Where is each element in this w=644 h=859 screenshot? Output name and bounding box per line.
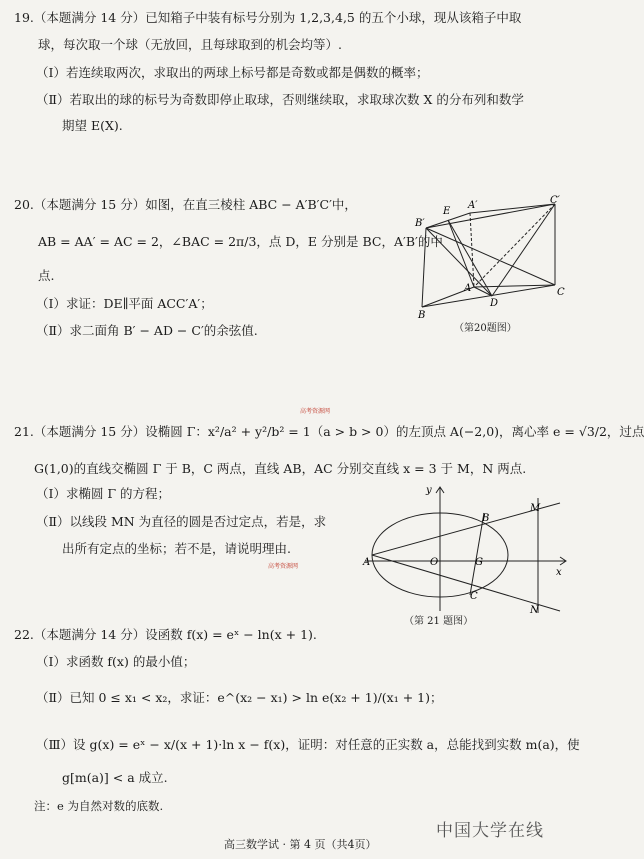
edge-bp-b [422,228,426,307]
prism-figure [412,192,572,332]
label-aprime: A′ [468,200,478,211]
q20-line-3: 点. [38,268,55,283]
q22-part-2: （Ⅱ）已知 0 ≤ x₁ < x₂，求证：e^(x₂ − x₁) > ln e(x₂ + 1)/(x₁ + 1)； [36,690,443,705]
label-y: y [426,485,432,496]
label-m: M [530,503,541,514]
q22-line-1: 22.（本题满分 14 分）设函数 f(x) = eˣ − ln(x + 1). [14,627,317,642]
q21-line-2: G(1,0)的直线交椭圆 Γ 于 B，C 两点，直线 AB，AC 分别交直线 x = 3 于 M，N 两点. [34,461,527,476]
label-c: C [470,591,478,602]
label-b: B [482,513,490,524]
edge-b-c [422,285,555,307]
label-bprime: B′ [415,218,425,229]
label-cprime: C′ [550,195,560,206]
label-n: N [530,605,539,616]
line-bc [470,513,484,595]
q21-part-2a: （Ⅱ）以线段 MN 为直径的圆是否过定点，若是，求 [36,514,327,529]
edge-bp-c [426,228,555,285]
q20-line-2: AB = AA′ = AC = 2，∠BAC = 2π/3，点 D，E 分别是 BC，A′B′的中 [38,234,443,249]
label-o: O [430,557,439,568]
site-watermark-1: 高考资源网 [300,408,331,415]
q21-part-2b: 出所有定点的坐标；若不是，请说明理由. [62,541,291,556]
label-x: x [556,567,562,578]
q19-part-2a: （Ⅱ）若取出的球的标号为奇数即停止取球，否则继续取，求取球次数 X 的分布列和数学 [36,92,524,107]
q19-line-2: 球，每次取一个球（无放回，且每球取到的机会均等）. [38,37,342,52]
q22-part-1: （Ⅰ）求函数 f(x) 的最小值； [36,654,196,669]
label-c: C [557,287,565,298]
q19-line-1: 19.（本题满分 14 分）已知箱子中装有标号分别为 1,2,3,4,5 的五个小球，现从该箱子中取 [14,10,522,25]
edge-cp-d [492,204,555,296]
q21-line-1: 21.（本题满分 15 分）设椭圆 Γ：x²/a² + y²/b² = 1（a > b > 0）的左顶点 A(−2,0)，离心率 e = √3/2，过点 [14,424,644,439]
label-e: E [443,206,451,217]
q19-part-2b: 期望 E(X). [62,118,123,133]
label-a: A [363,557,371,568]
label-g: G [475,557,483,568]
q20-part-2: （Ⅱ）求二面角 B′ − AD − C′的余弦值. [36,323,258,338]
ellipse-figure [360,483,572,623]
label-b: B [418,310,426,321]
figure-21-caption: （第 21 题图） [404,616,474,627]
q22-part-3: （Ⅲ）设 g(x) = eˣ − x/(x + 1)·ln x − f(x)，证明：对任意的正实数 a，总能找到实数 m(a)，使 [36,737,580,752]
q22-note: 注：e 为自然对数的底数. [34,799,164,813]
page-footer: 高三数学试 · 第 4 页（共4页） [224,838,377,851]
q20-part-1: （Ⅰ）求证：DE∥平面 ACC′A′； [36,296,213,311]
q19-part-1: （Ⅰ）若连续取两次，求取出的两球上标号都是奇数或都是偶数的概率； [36,65,429,80]
q20-line-1: 20.（本题满分 15 分）如图，在直三棱柱 ABC − A′B′C′中， [14,197,357,212]
brand-watermark: 中国大学在线 [436,821,544,841]
figure-20-caption: （第20题图） [454,323,517,334]
edge-e-a [448,220,474,287]
label-d: D [490,298,499,309]
line-ac [372,555,560,611]
q21-part-1: （Ⅰ）求椭圆 Γ 的方程； [36,486,171,501]
q22-part-3b: g[m(a)] < a 成立. [62,770,168,785]
label-a: A [464,283,472,294]
site-watermark-2: 高考资源网 [268,563,299,570]
